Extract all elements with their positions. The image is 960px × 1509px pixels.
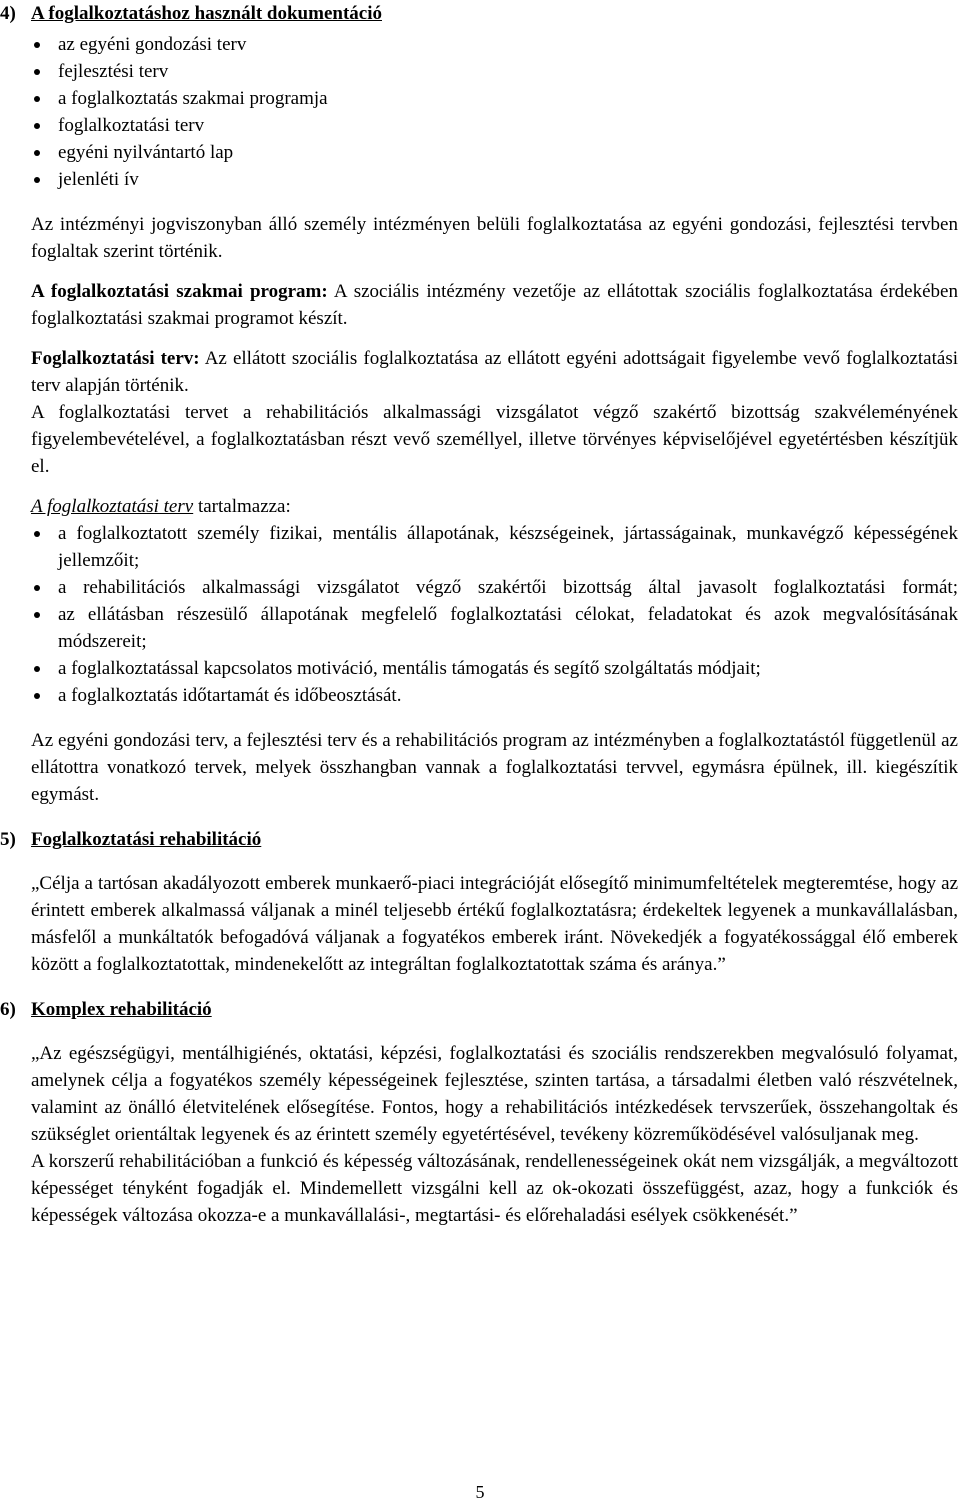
documentation-list [0,31,958,193]
quote-paragraph: „Célja a tartósan akadályozott emberek munkaerő-piaci integrációját elősegítő minimumfeltételek megteremtése, hogy az érintett emberek alkalmassá váljanak a minél teljesebb értékű foglalkoztatásra; érdekeltek legyenek a munkavállalásban, másfelől a munkáltatók befogadóvá váljanak a fogyatékos emberek iránt. Növekedjék a fogyatékossággal élő emberek között a foglalkoztatottak, mindenekelőtt az integráltan foglalkoztatottak száma és aránya.” [31,873,958,975]
list-item: a foglalkoztatás szakmai programja [31,85,958,112]
page-number: 5 [475,1482,485,1502]
list-item: az egyéni gondozási terv [31,31,958,58]
quote-paragraph: „Az egészségügyi, mentálhigiénés, oktatási, képzési, foglalkoztatási és szociális rendszerekben megvalósuló folyamat, amelynek célja a fogyatékos személy képességeinek fejlesztése, szinten tartása, a társadalmi életben való részvételnek, valamint az önálló életvitelének elősegítése. Fontos, hogy a rehabilitációs intézkedések tervszerűek, összehangoltak és szükséglet orientáltak legyenek és az érintett személy egyetértésével, tevékeny közreműködésével valósuljanak meg. [31,1043,958,1145]
section-number: 4) [0,3,16,24]
section-title: A foglalkoztatáshoz használt dokumentáció [31,3,382,24]
list-item: az ellátásban részesülő állapotának megfelelő foglalkoztatási célokat, feladatokat és azok megvalósításának módszereit; [31,601,958,655]
list-item: a foglalkoztatott személy fizikai, mentális állapotának, készségeinek, jártasságainak, munkavégző képességének jellemzőit; [31,520,958,574]
plan-contents-list [0,520,958,709]
paragraph-label: Foglalkoztatási terv: [31,348,200,369]
list-item: foglalkoztatási terv [31,112,958,139]
list-item: a foglalkoztatás időtartamát és időbeosztását. [31,682,958,709]
section-title: Foglalkoztatási rehabilitáció [31,829,262,850]
section-5-heading [0,826,958,853]
list-item: egyéni nyilvántartó lap [31,139,958,166]
list-item: a rehabilitációs alkalmassági vizsgálatot végző szakértői bizottság által javasolt foglalkoztatási formát; [31,574,958,601]
paragraph: A foglalkoztatási tervet a rehabilitációs alkalmassági vizsgálatot végző szakértő bizottság szakvéleményének figyelembevételével, a foglalkoztatásban részt vevő személlyel, illetve törvényes képviselőjével egyetértésben készítjük el. [31,402,958,477]
paragraph-label: A foglalkoztatási terv [31,496,194,517]
paragraph [31,493,958,520]
section-title: Komplex rehabilitáció [31,999,212,1020]
list-item: a foglalkoztatással kapcsolatos motiváció, mentális támogatás és segítő szolgáltatás módjait; [31,655,958,682]
paragraph: Az egyéni gondozási terv, a fejlesztési terv és a rehabilitációs program az intézményben a foglalkoztatástól függetlenül az ellátottra vonatkozó tervek, melyek összhangban vannak a foglalkoztatási tervvel, egymásra épülnek, ill. kiegészítik egymást. [31,730,958,805]
paragraph-label: A foglalkoztatási szakmai program: [31,281,328,302]
section-6-heading [0,996,958,1023]
paragraph-text: A szociális intézmény vezetője az ellátottak szociális foglalkoztatása érdekében foglalkoztatási szakmai programot készít. [31,281,958,329]
list-item: fejlesztési terv [31,58,958,85]
paragraph [31,345,958,399]
paragraph: Az intézményi jogviszonyban álló személy intézményen belüli foglalkoztatása az egyéni gondozási, fejlesztési tervben foglaltak szerint történik. [31,214,958,262]
quote-paragraph: A korszerű rehabilitációban a funkció és képesség változásának, rendellenességeinek okát nem vizsgálják, a megváltozott képességet tényként fogadják el. Mindemellett vizsgálni kell az ok-okozati összefüggést, azaz, hogy a funkciók és képességek változása okozza-e a munkavállalási-, megtartási- és előrehaladási esélyek csökkenését.” [31,1151,958,1226]
paragraph-text: Az ellátott szociális foglalkoztatása az ellátott egyéni adottságait figyelembe vevő foglalkoztatási terv alapján történik. [31,348,958,396]
paragraph-text: tartalmazza: [193,496,291,517]
section-number: 6) [0,999,16,1020]
list-item: jelenléti ív [31,166,958,193]
section-4-heading [0,0,958,27]
paragraph [31,278,958,332]
section-number: 5) [0,829,16,850]
